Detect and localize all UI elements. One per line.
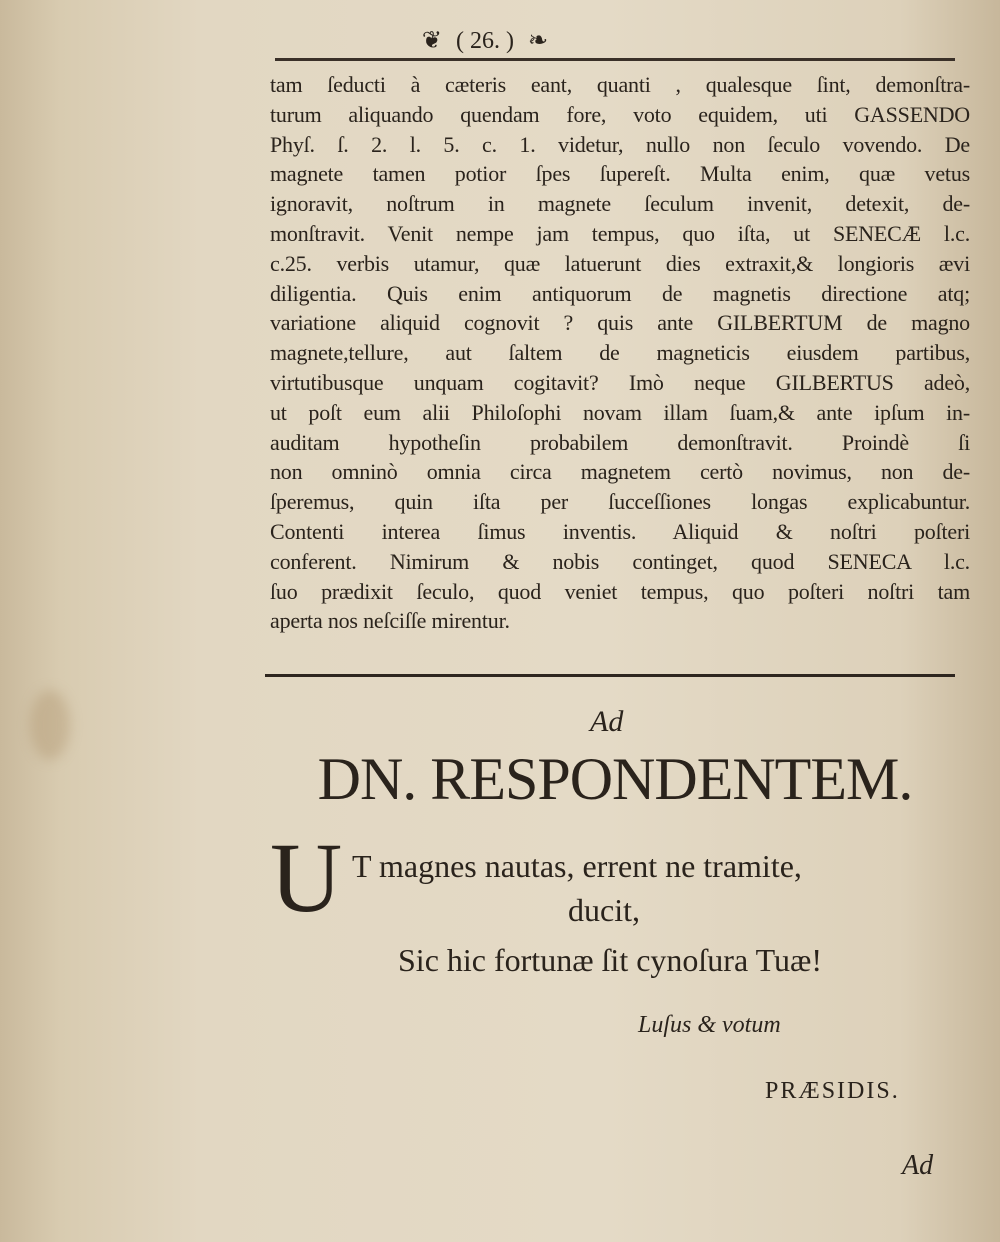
page-number: ( 26. ) (456, 28, 514, 54)
header-rule (275, 58, 955, 61)
dedication-title: DN. RESPONDENTEM. (317, 746, 913, 812)
text-line: tam ſeducti à cæteris eant, quanti , qualesque ſint, demonſtra- (270, 72, 970, 97)
text-line: aperta nos neſciſſe mirentur. (270, 608, 510, 634)
author-name: PRÆSIDIS. (765, 1078, 900, 1104)
text-line: c.25. verbis utamur, quæ latuerunt dies extraxit,& longioris ævi (270, 250, 970, 276)
text-line: auditam hypotheſin probabilem demonſtravit. Proindè ſi (270, 429, 970, 455)
text-line: ignoravit, noſtrum in magnete ſeculum invenit, detexit, de- (270, 191, 970, 217)
text-line: conferent. Nimirum & nobis continget, quod SENECA l.c. (270, 548, 970, 574)
text-line: variatione aliquid cognovit ? quis ante GILBERTUM de magno (270, 310, 970, 336)
text-line: Contenti interea ſimus inventis. Aliquid & noſtri poſteri (270, 518, 970, 544)
text-line: turum aliquando quendam fore, voto equidem, uti GASSENDO (270, 101, 970, 127)
body-text (270, 70, 970, 636)
text-line: magnete tamen potior ſpes ſupereſt. Multa enim, quæ vetus (270, 161, 970, 187)
drop-cap: U (270, 822, 343, 933)
dedication-ad: Ad (590, 705, 624, 738)
fleuron-ornament-icon: ❧ (527, 28, 549, 54)
text-line: diligentia. Quis enim antiquorum de magnetis directione atq; (270, 280, 970, 306)
text-line: non omninò omnia circa magnetem certò novimus, non de- (270, 459, 970, 485)
verse-line: ducit, (568, 892, 640, 928)
text-line: ut poſt eum alii Philoſophi novam illam ſuam,& ante ipſum in- (270, 399, 970, 425)
verse-line: T magnes nautas, errent ne tramite, (352, 848, 802, 884)
signature-line: Luſus & votum (638, 1012, 781, 1038)
verse-line: Sic hic fortunæ ſit cynoſura Tuæ! (398, 942, 822, 978)
text-line: virtutibusque unquam cogitavit? Imò neque GILBERTUS adeò, (270, 369, 970, 395)
paper-stain (30, 690, 70, 760)
text-line: Phyſ. ſ. 2. l. 5. c. 1. videtur, nullo non ſeculo vovendo. De (270, 131, 970, 157)
text-line: monſtravit. Venit nempe jam tempus, quo iſta, ut SENECÆ l.c. (270, 220, 970, 246)
section-rule (265, 674, 955, 677)
text-line: ſperemus, quin iſta per ſucceſſiones longas explicabuntur. (270, 489, 970, 515)
fleuron-ornament-icon: ❦ (421, 28, 442, 54)
text-line: magnete,tellure, aut ſaltem de magneticis eiusdem partibus, (270, 340, 970, 366)
page-header (0, 26, 985, 55)
text-line: ſuo prædixit ſeculo, quod veniet tempus, quo poſteri noſtri tam (270, 578, 970, 604)
catchword: Ad (902, 1150, 934, 1181)
